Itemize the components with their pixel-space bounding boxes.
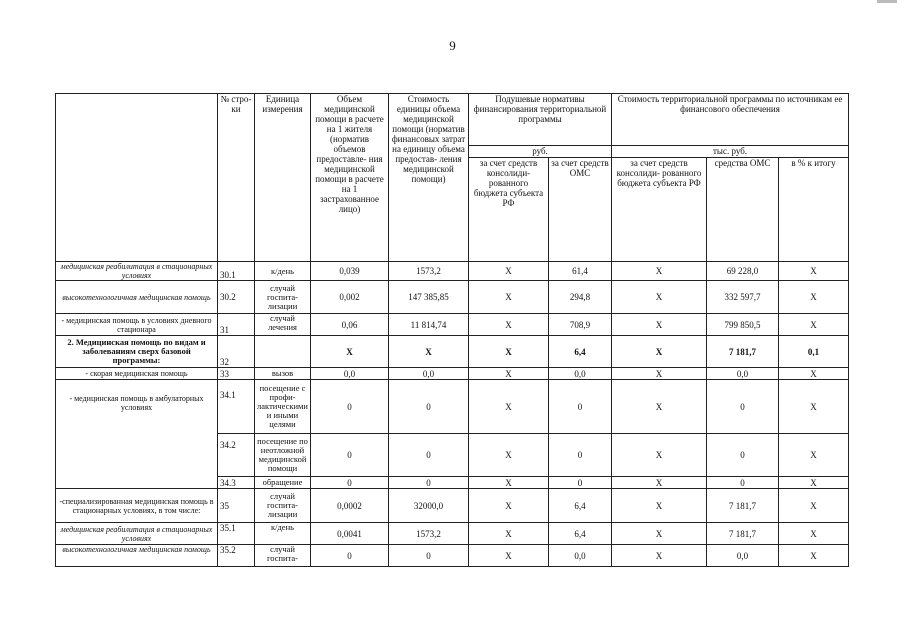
row-unit-cost: X (389, 336, 469, 368)
header-program-cost-group: Стоимость территориальной программы по источникам ее финансового обеспечения (612, 94, 849, 146)
row-cost-budget: X (612, 489, 707, 523)
row-cost-percent: X (779, 262, 849, 281)
row-volume: 0,06 (311, 314, 389, 336)
row-volume: 0 (311, 434, 389, 477)
row-unit-cost: 0 (389, 545, 469, 567)
table-row (56, 262, 849, 281)
row-code: 35 (218, 489, 255, 523)
row-name: - медицинская помощь в условиях дневного стационара (56, 314, 218, 336)
row-unit: обращение (255, 477, 311, 489)
row-per-capita-oms: 0 (549, 380, 612, 434)
row-cost-budget: X (612, 477, 707, 489)
header-program-cost-unit: тыс. руб. (612, 146, 849, 158)
header-name-cell (56, 94, 218, 262)
table-row (56, 380, 849, 434)
row-per-capita-budget: X (469, 368, 549, 380)
row-volume: 0,0002 (311, 489, 389, 523)
row-volume: 0 (311, 477, 389, 489)
table-row (56, 368, 849, 380)
row-unit-cost: 1573,2 (389, 523, 469, 545)
row-cost-percent: X (779, 314, 849, 336)
row-unit: к/день (255, 262, 311, 281)
row-per-capita-budget: X (469, 336, 549, 368)
row-per-capita-oms: 6,4 (549, 523, 612, 545)
row-cost-percent: X (779, 545, 849, 567)
row-cost-budget: X (612, 368, 707, 380)
row-cost-oms: 0 (707, 434, 779, 477)
row-per-capita-budget: X (469, 434, 549, 477)
row-name: медицинская реабилитация в стационарных условиях (56, 262, 218, 281)
header-per-capita-group: Подушевые нормативы финансирования территориальной программы (469, 94, 612, 146)
row-code: 31 (218, 314, 255, 336)
row-name: - медицинская помощь в амбулаторных условиях (56, 380, 218, 489)
row-cost-percent: X (779, 477, 849, 489)
row-cost-budget: X (612, 434, 707, 477)
row-per-capita-oms: 0,0 (549, 368, 612, 380)
row-cost-oms: 0,0 (707, 368, 779, 380)
row-unit: случай лечения (255, 314, 311, 336)
header-volume: Объем медицинской помощи в расчете на 1 жителя (норматив объемов предоставле- ния медицинской помощи в расчете на 1 застрахованное лицо) (311, 94, 389, 262)
row-cost-budget: X (612, 380, 707, 434)
header-cost-percent: в % к итогу (779, 158, 849, 262)
row-cost-oms: 69 228,0 (707, 262, 779, 281)
row-per-capita-budget: X (469, 545, 549, 567)
row-per-capita-budget: X (469, 281, 549, 314)
row-code: 32 (218, 336, 255, 368)
row-unit: посещение по неотложной медицинской помощи (255, 434, 311, 477)
row-unit: посещение с профи- лактическими и иными целями (255, 380, 311, 434)
row-unit (255, 336, 311, 368)
header-per-capita-oms: за счет средств ОМС (549, 158, 612, 262)
row-volume: X (311, 336, 389, 368)
row-cost-percent: X (779, 523, 849, 545)
row-per-capita-budget: X (469, 314, 549, 336)
row-cost-oms: 7 181,7 (707, 489, 779, 523)
header-unit-cost: Стоимость единицы объема медицинской помощи (норматив финансовых затрат на единицу объема предостав- ления медицинской помощи) (389, 94, 469, 262)
row-cost-oms: 0 (707, 477, 779, 489)
row-unit-cost: 0 (389, 434, 469, 477)
row-unit-cost: 32000,0 (389, 489, 469, 523)
row-unit: случай госпита- (255, 545, 311, 567)
row-cost-percent: 0,1 (779, 336, 849, 368)
row-name: высокотехнологичная медицинская помощь (56, 281, 218, 314)
row-cost-oms: 332 597,7 (707, 281, 779, 314)
row-per-capita-oms: 6,4 (549, 336, 612, 368)
row-cost-percent: X (779, 368, 849, 380)
table-row (56, 489, 849, 523)
row-code: 34.1 (218, 380, 255, 434)
row-cost-percent: X (779, 434, 849, 477)
row-cost-budget: X (612, 336, 707, 368)
row-name: высокотехнологичная медицинская помощь (56, 545, 218, 567)
row-code: 35.2 (218, 545, 255, 567)
row-per-capita-oms: 6,4 (549, 489, 612, 523)
row-per-capita-budget: X (469, 489, 549, 523)
header-cost-budget: за счет средств консолиди- рованного бюджета субъекта РФ (612, 158, 707, 262)
row-name: 2. Медицинская помощь по видам и заболеваниям сверх базовой программы: (56, 336, 218, 368)
row-per-capita-oms: 61,4 (549, 262, 612, 281)
row-per-capita-oms: 294,8 (549, 281, 612, 314)
row-per-capita-oms: 708,9 (549, 314, 612, 336)
row-unit-cost: 0,0 (389, 368, 469, 380)
row-cost-budget: X (612, 262, 707, 281)
row-code: 33 (218, 368, 255, 380)
row-name: -специализированная медицинская помощь в стационарных условиях, в том числе: (56, 489, 218, 523)
table-row (56, 545, 849, 567)
table-row (56, 314, 849, 336)
header-unit: Единица измерения (255, 94, 311, 262)
row-name: - скорая медицинская помощь (56, 368, 218, 380)
table-row (56, 336, 849, 368)
row-volume: 0,002 (311, 281, 389, 314)
page-number: 9 (449, 38, 456, 53)
row-cost-budget: X (612, 314, 707, 336)
row-unit-cost: 11 814,74 (389, 314, 469, 336)
table-row (56, 281, 849, 314)
row-code: 34.2 (218, 434, 255, 477)
row-cost-oms: 7 181,7 (707, 336, 779, 368)
row-code: 30.1 (218, 262, 255, 281)
row-per-capita-budget: X (469, 262, 549, 281)
row-unit: вызов (255, 368, 311, 380)
financing-table (55, 93, 849, 567)
row-volume: 0,0041 (311, 523, 389, 545)
row-cost-oms: 799 850,5 (707, 314, 779, 336)
row-per-capita-budget: X (469, 523, 549, 545)
table-row (56, 523, 849, 545)
header-cost-oms: средства ОМС (707, 158, 779, 262)
row-unit: к/день (255, 523, 311, 545)
row-code: 30.2 (218, 281, 255, 314)
row-cost-budget: X (612, 523, 707, 545)
scan-corner-mark (877, 0, 897, 3)
row-cost-oms: 0 (707, 380, 779, 434)
header-row-number: № стро- ки (218, 94, 255, 262)
row-per-capita-oms: 0 (549, 434, 612, 477)
row-unit-cost: 1573,2 (389, 262, 469, 281)
row-volume: 0 (311, 545, 389, 567)
row-per-capita-budget: X (469, 477, 549, 489)
row-volume: 0,0 (311, 368, 389, 380)
row-unit: случай госпита- лизации (255, 281, 311, 314)
row-unit: случай госпита- лизации (255, 489, 311, 523)
row-per-capita-oms: 0 (549, 477, 612, 489)
row-code: 34.3 (218, 477, 255, 489)
row-unit-cost: 0 (389, 477, 469, 489)
row-volume: 0 (311, 380, 389, 434)
row-cost-oms: 0,0 (707, 545, 779, 567)
row-per-capita-budget: X (469, 380, 549, 434)
row-unit-cost: 0 (389, 380, 469, 434)
header-per-capita-unit: руб. (469, 146, 612, 158)
row-volume: 0,039 (311, 262, 389, 281)
row-code: 35.1 (218, 523, 255, 545)
row-unit-cost: 147 385,85 (389, 281, 469, 314)
row-cost-percent: X (779, 489, 849, 523)
row-per-capita-oms: 0,0 (549, 545, 612, 567)
row-name: медицинская реабилитация в стационарных условиях (56, 523, 218, 545)
row-cost-oms: 7 181,7 (707, 523, 779, 545)
row-cost-budget: X (612, 281, 707, 314)
row-cost-budget: X (612, 545, 707, 567)
header-per-capita-budget: за счет средств консолиди- рованного бюджета субъекта РФ (469, 158, 549, 262)
row-cost-percent: X (779, 380, 849, 434)
row-cost-percent: X (779, 281, 849, 314)
